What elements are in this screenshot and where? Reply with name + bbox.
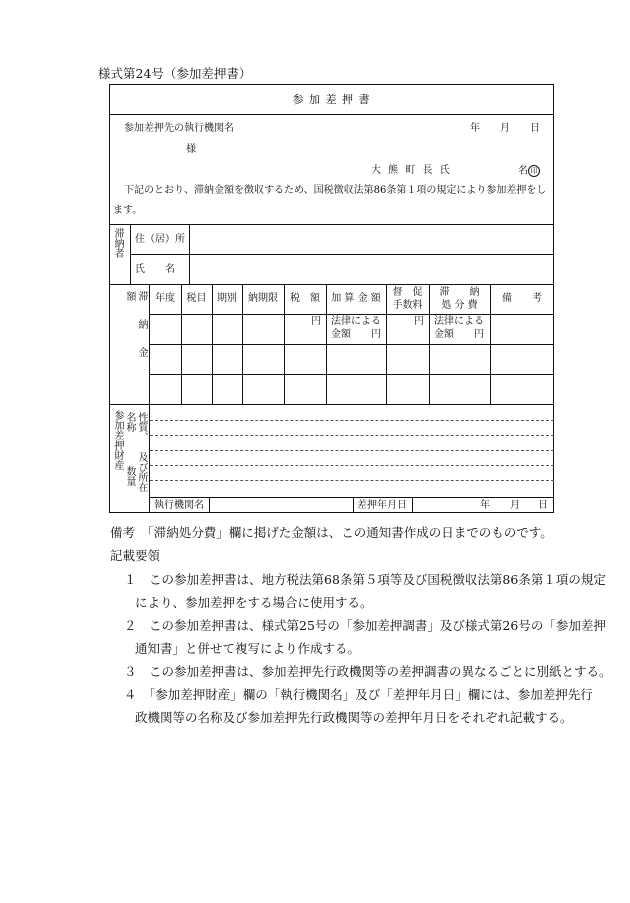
issuer-suffix <box>518 165 540 178</box>
rule <box>130 254 554 255</box>
dotted-rule <box>150 435 554 436</box>
col-fiscal-year: 年度 <box>155 293 175 304</box>
form-title: 参 加 差 押 書 <box>292 93 371 106</box>
seize-date-month: 月 <box>510 500 520 511</box>
dotted-rule <box>150 450 554 451</box>
date-year: 年 <box>470 123 480 134</box>
instruction-3-line-1: ３ この参加差押書は、参加差押先行政機関等の差押調書の異なるごとに別紙とする。 <box>124 664 612 679</box>
col-period: 期別 <box>217 293 237 304</box>
date-day: 日 <box>530 123 540 134</box>
instruction-4-line-2: 政機関等の名称及び参加差押先行政機関等の差押年月日をそれぞれ記載する。 <box>135 710 573 725</box>
col-additional-tax: 加 算 金 額 <box>331 293 381 304</box>
instructions-heading: 記載要領 <box>110 548 161 563</box>
col-reminder-fee-2: 手数料 <box>392 300 423 311</box>
col-arrears-fee-2: 処 分 費 <box>441 300 478 311</box>
col-reminder-fee: 督 促 <box>392 287 423 298</box>
rule <box>209 497 210 513</box>
property-label-location: 及び所在 <box>136 452 147 492</box>
rule <box>109 224 554 225</box>
seize-date-day: 日 <box>538 500 548 511</box>
col-due-date: 納期限 <box>248 293 278 304</box>
arrears-fee-legal-2: 金額 円 <box>434 329 484 340</box>
rule <box>109 284 554 285</box>
col-arrears-fee: 滞 納 <box>439 287 480 298</box>
name-label: 氏 名 <box>135 264 175 275</box>
instruction-1-line-1: １ この参加差押書は、地方税法第68条第５項等及び国税徴収法第86条第１項の規定 <box>124 572 606 587</box>
rule <box>109 404 554 405</box>
address-label: 住（居）所 <box>135 234 185 245</box>
dotted-rule <box>150 480 554 481</box>
agency-label: 執行機関名 <box>154 500 204 511</box>
remark-note: 備考 「滞納処分費」欄に掲げた金額は、この通知書作成の日までのものです。 <box>110 525 553 540</box>
issuer-name: 大 熊 町 長 氏 <box>371 165 452 176</box>
col-remarks: 備 考 <box>502 293 542 304</box>
col-tax-item: 税目 <box>186 293 207 304</box>
instruction-2-line-2: 通知書」と併せて複写により作成する。 <box>135 641 361 656</box>
seize-date-label: 差押年月日 <box>357 500 407 511</box>
additional-tax-legal-1: 法律による <box>331 316 381 327</box>
taxpayer-side-label: 滞納者 <box>112 228 123 258</box>
rule <box>149 374 554 375</box>
property-side-label: 参加差押財産 <box>112 410 123 470</box>
instruction-2-line-1: ２ この参加差押書は、様式第25号の「参加差押調書」及び様式第26号の「参加差押 <box>124 618 606 633</box>
rule <box>353 497 354 513</box>
rule <box>412 497 413 513</box>
intro-line-1: 下記のとおり、滞納金額を徴収するため、国税徴収法第86条第１項の規定により参加差押をし <box>124 185 547 196</box>
property-label-name: 名称 <box>124 412 135 432</box>
instruction-1-line-2: により、参加差押をする場合に使用する。 <box>135 595 373 610</box>
dotted-rule <box>150 420 554 421</box>
additional-tax-legal-2: 金額 円 <box>331 329 381 340</box>
date-month: 月 <box>500 123 510 134</box>
addressee-label: 参加差押先の執行機関名 <box>124 123 234 134</box>
form-number: 様式第24号（参加差押書） <box>98 66 252 81</box>
issuer-suffix-text: 名 <box>518 165 528 177</box>
property-label-nature: 性質、 <box>136 412 147 442</box>
col-tax-amount: 税 額 <box>290 293 320 304</box>
seal-icon: 印 <box>528 165 540 177</box>
tax-amount-unit: 円 <box>311 316 321 327</box>
arrears-fee-legal-1: 法律による <box>434 316 484 327</box>
rule <box>149 314 554 315</box>
dotted-rule <box>150 465 554 466</box>
arrears-side-label: 滞納金額 <box>124 291 147 375</box>
instruction-4-line-1: ４ 「参加差押財産」欄の「執行機関名」及び「差押年月日」欄には、参加差押先行 <box>124 687 593 702</box>
rule <box>109 114 554 115</box>
honorific: 様 <box>186 144 196 155</box>
reminder-fee-unit: 円 <box>414 316 424 327</box>
seize-date-year: 年 <box>480 500 490 511</box>
rule <box>149 344 554 345</box>
property-label-quantity: 数量 <box>124 466 135 486</box>
intro-line-2: ます。 <box>113 205 143 216</box>
